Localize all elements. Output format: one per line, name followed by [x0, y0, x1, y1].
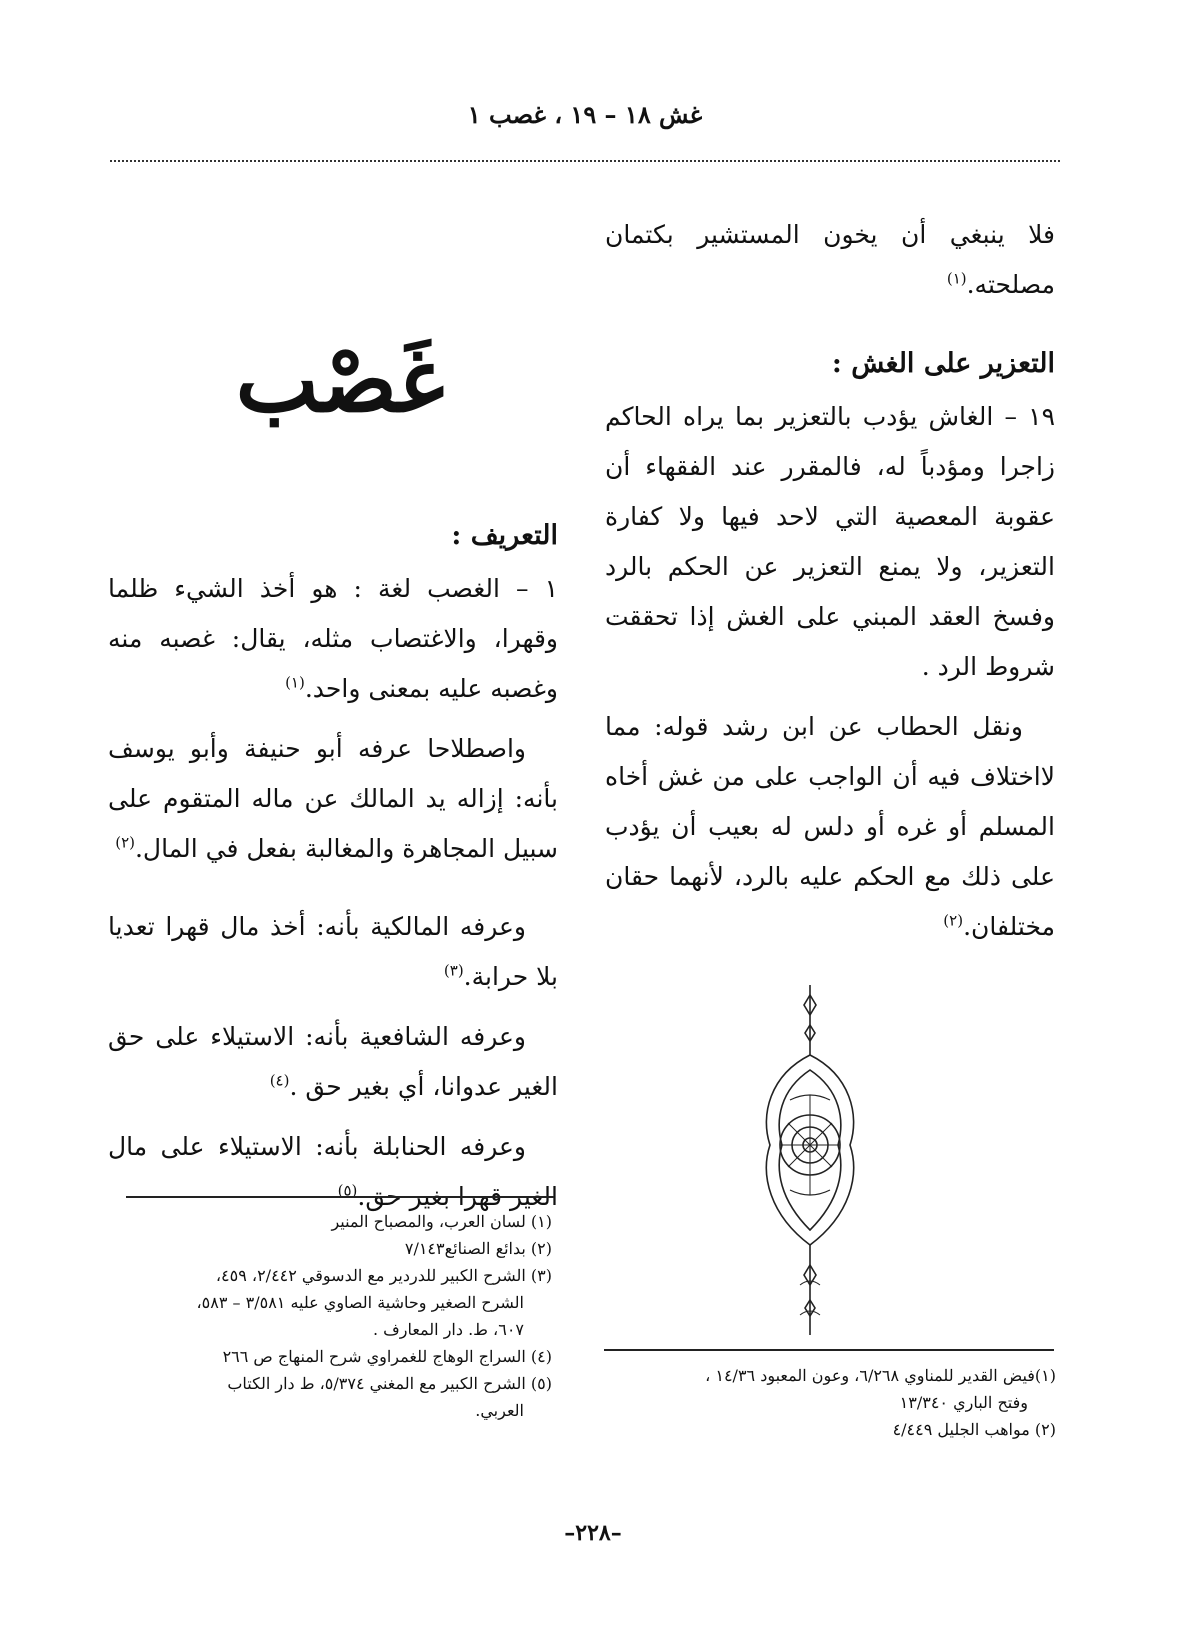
footnote-ref: (٢) — [943, 911, 964, 930]
footnotes-right — [604, 1362, 1056, 1443]
paragraph-hanafi — [108, 724, 558, 874]
footnote-1: (١) لسان العرب، والمصباح المنير — [331, 1212, 552, 1231]
hattab-text: ونقل الحطاب عن ابن رشد قوله: مما لااختلاف فيه أن الواجب على من غش أخاه المسلم أو غره أو دلس له بعيب أن يؤدب على ذلك مع الحكم عليه بالرد، لأنهما حقان مختلفان. — [605, 712, 1055, 941]
paragraph-1 — [108, 564, 558, 714]
footnote-3-line-2: الشرح الصغير وحاشية الصاوي عليه ٣/٥٨١ – ٥٨٣، — [196, 1293, 524, 1312]
footnote-ref: (٥) — [337, 1181, 358, 1200]
footnote-1: (١)فيض القدير للمناوي ٦/٢٦٨، وعون المعبود ١٤/٣٦ ، — [705, 1366, 1056, 1385]
footnote-rule-right — [604, 1349, 1054, 1351]
section-heading-tazir: التعزير على الغش : — [831, 348, 1055, 379]
right-column — [605, 210, 1055, 962]
footnote-ref: (٤) — [269, 1071, 290, 1090]
para2-text: واصطلاحا عرفه أبو حنيفة وأبو يوسف بأنه: إزاله يد المالك عن ماله المتقوم على سبيل المجاهرة والمغالبة بفعل في المال. — [108, 734, 558, 863]
paragraph-hanbali — [108, 1122, 558, 1222]
para3-text: وعرفه المالكية بأنه: أخذ مال قهرا تعديا بلا حرابة. — [108, 912, 558, 991]
para1-text: ١ – الغصب لغة : هو أخذ الشيء ظلما وقهرا، والاغتصاب مثله، يقال: غصبه منه وغصبه عليه بمعنى واحد. — [108, 574, 558, 703]
footnote-ref: (١) — [946, 269, 967, 288]
para4-text: وعرفه الشافعية بأنه: الاستيلاء على حق الغير عدوانا، أي بغير حق . — [108, 1022, 558, 1101]
footnote-2: (٢) مواهب الجليل ٤/٤٤٩ — [892, 1420, 1056, 1439]
footnotes-left — [108, 1208, 552, 1424]
footnote-3-line-3: ٦٠٧، ط. دار المعارف . — [372, 1320, 524, 1339]
footnote-4: (٤) السراج الوهاج للغمراوي شرح المنهاج ص ٢٦٦ — [222, 1347, 552, 1366]
footnote-5-line-1: (٥) الشرح الكبير مع المغني ٥/٣٧٤، ط دار الكتاب — [227, 1374, 552, 1393]
paragraph-19: ١٩ – الغاش يؤدب بالتعزير بما يراه الحاكم زاجرا ومؤدباً له، فالمقرر عند الفقهاء أن عقوبة المعصية التي لاحد فيها ولا كفارة التعزير، ولا يمنع التعزير عن الحكم بالرد وفسخ العقد المبني على الغش إذا تحققت شروط الرد . — [605, 402, 1055, 681]
footnote-ref: (٢) — [115, 833, 135, 852]
footnote-1-line-2: وفتح الباري ١٣/٣٤٠ — [899, 1393, 1028, 1412]
footnote-ref: (١) — [285, 673, 305, 692]
section-heading-tarif: التعريف : — [451, 520, 558, 551]
para5-text: وعرفه الحنابلة بأنه: الاستيلاء على مال الغير قهرا بغير حق. — [108, 1132, 558, 1211]
footnote-5-line-2: العربي. — [475, 1401, 524, 1420]
intro-paragraph — [605, 210, 1055, 310]
footnote-2: (٢) بدائع الصنائع٧/١٤٣ — [404, 1239, 552, 1258]
running-header: غش ١٨ – ١٩ ، غصب ١ — [467, 100, 703, 129]
footnote-3-line-1: (٣) الشرح الكبير للدردير مع الدسوقي ٢/٤٤٢، ٤٥٩، — [215, 1266, 552, 1285]
ornament-divider — [760, 985, 860, 1335]
footnote-rule-left — [126, 1196, 554, 1198]
paragraph-maliki — [108, 902, 558, 1002]
page-number: –٢٢٨– — [564, 1520, 622, 1546]
paragraph-hattab — [605, 702, 1055, 952]
entry-title: غَصْب — [235, 328, 445, 432]
footnote-ref: (٣) — [443, 961, 464, 980]
header-dotted-rule — [110, 160, 1060, 162]
paragraph-shafii — [108, 1012, 558, 1112]
left-column — [108, 510, 558, 1232]
intro-text: فلا ينبغي أن يخون المستشير بكتمان مصلحته. — [605, 220, 1055, 299]
